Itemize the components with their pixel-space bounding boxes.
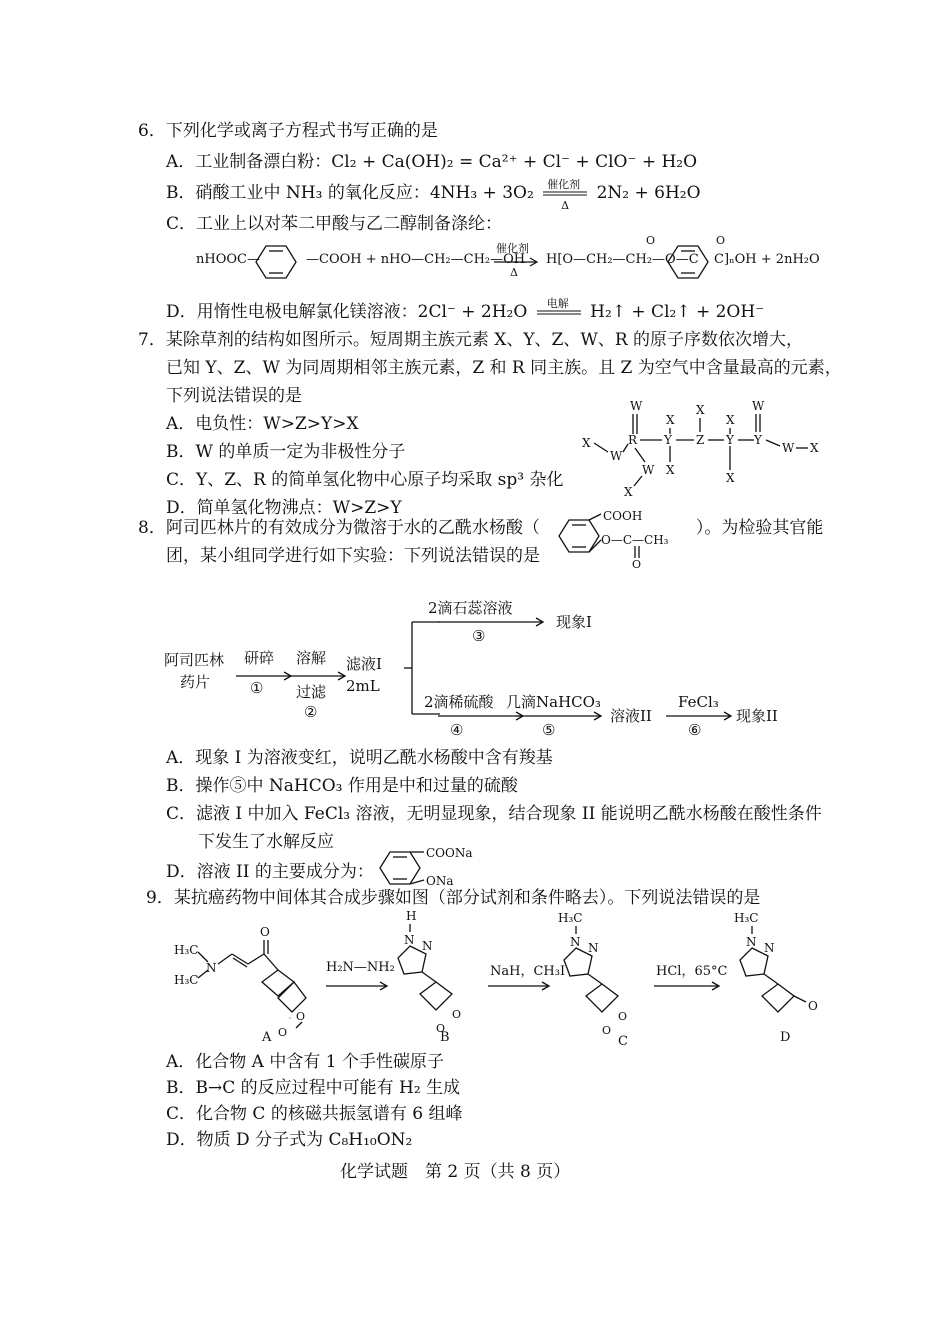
q6-c-catalyst-label: 催化剂 (496, 242, 529, 255)
aspirin-structure-diagram (555, 500, 711, 570)
q6-c-mid-text: —COOH + nHO—CH₂—CH₂—OH (306, 252, 526, 267)
atom-z: Z (696, 433, 705, 447)
q6-d-products: H₂↑ + Cl₂↑ + 2OH⁻ (590, 302, 765, 322)
compound-a-label: A (262, 1030, 272, 1045)
flow-branch2-label: 2滴稀硫酸 (424, 693, 494, 711)
o-label: O (808, 999, 818, 1013)
h3c-label: H₃C (734, 911, 759, 925)
o-label: O (436, 1022, 446, 1035)
q6-d-electrolysis-label: 电解 (546, 297, 569, 310)
q6-d-reactants: D．用惰性电极电解氯化镁溶液：2Cl⁻ + 2H₂O (166, 302, 528, 322)
q8-stem-line2: 团，某小组同学进行如下实验：下列说法错误的是 (166, 546, 540, 566)
flow-num1: ① (250, 679, 264, 697)
flow-step2-label-b: 过滤 (296, 683, 327, 701)
compound-c-label: C (618, 1034, 628, 1049)
flow-step5-label: 几滴NaHCO₃ (506, 693, 601, 711)
q8-stem-line1 (138, 516, 823, 540)
q9-stem: 9．某抗癌药物中间体其合成步骤如图（部分试剂和条件略去）。下列说法错误的是 (146, 888, 761, 908)
o-label: O (452, 1008, 462, 1021)
n-label: N (422, 939, 433, 953)
q9-option-a: A．化合物 A 中含有 1 个手性碳原子 (166, 1052, 444, 1072)
atom-r: R (628, 433, 638, 447)
flow-num6: ⑥ (688, 721, 702, 739)
n-label: N (746, 935, 757, 949)
q6-option-c: C．工业上以对苯二甲酸与乙二醇制备涤纶： (166, 214, 503, 234)
reagent-1-label: H₂N—NH₂ (326, 960, 395, 975)
flow-result2: 现象II (736, 707, 778, 725)
aspirin-cooh-label: COOH (603, 509, 643, 523)
atom-w: W (642, 463, 655, 477)
q8-stem-pre: 8．阿司匹林片的有效成分为微溶于水的乙酰水杨酸（ (138, 518, 540, 538)
atom-x: X (726, 413, 735, 427)
flow-arrow-icon (438, 616, 548, 628)
n-label: N (206, 961, 217, 975)
atom-y: Y (726, 433, 734, 447)
atom-x: X (666, 413, 675, 427)
o-label: O (260, 925, 270, 939)
reagent-3-label: HCl，65°C (656, 964, 728, 979)
q6-option-b (166, 178, 701, 212)
atom-w: W (610, 449, 623, 463)
q7-stem-line1: 7．某除草剂的结构如图所示。短周期主族元素 X、Y、Z、W、R 的原子序数依次增大， (138, 330, 804, 350)
o-label: O (278, 1026, 288, 1039)
flow-result1: 现象I (556, 613, 592, 631)
n-label: N (764, 941, 775, 955)
q6-option-a: A．工业制备漂白粉：Cl₂ + Ca(OH)₂ = Ca²⁺ + Cl⁻ + ClO⁻ + H₂O (166, 152, 698, 172)
q6-stem: 6．下列化学或离子方程式书写正确的是 (138, 121, 438, 141)
page-footer: 化学试题 第 2 页（共 8 页） (340, 1162, 571, 1182)
q6-c-left-text: nHOOC— (196, 252, 260, 267)
q7-option-a: A．电负性：W>Z>Y>X (166, 414, 359, 434)
atom-x: X (624, 485, 633, 499)
flow-step2-label-a: 溶解 (296, 649, 327, 667)
reagent-2-label: NaH，CH₃I (490, 964, 566, 979)
reaction-arrow-icon (488, 980, 554, 992)
aspirin-carbonyl-o: O (632, 558, 642, 570)
q8-option-d: D．溶液 II 的主要成分为： (166, 862, 374, 882)
atom-w: W (630, 400, 643, 413)
coona-label: COONa (426, 846, 473, 860)
atom-y: Y (754, 433, 762, 447)
flow-num5: ⑤ (542, 721, 556, 739)
q7-option-b: B．W 的单质一定为非极性分子 (166, 442, 406, 462)
q6-c-product-right: C]ₙOH + 2nH₂O (714, 252, 820, 267)
q9-option-c: C．化合物 C 的核磁共振氢谱有 6 组峰 (166, 1104, 463, 1124)
n-label: N (570, 935, 581, 949)
q6-c-product-left: H[O—CH₂—CH₂—O—C (546, 252, 699, 267)
atom-y: Y (664, 433, 672, 447)
q7-option-d: D．简单氢化物沸点：W>Z>Y (166, 498, 402, 518)
atom-x: X (810, 441, 819, 455)
q6-c-equation (196, 232, 836, 292)
atom-x: X (726, 471, 735, 485)
flow-start-line2: 药片 (180, 673, 211, 691)
atom-x: X (696, 403, 705, 417)
q7-stem-line3: 下列说法错误的是 (166, 386, 302, 406)
q6-d-electrolysis-arrow (533, 297, 585, 324)
flow-filtrate-volume: 2mL (346, 677, 380, 695)
h-label: H (406, 909, 417, 923)
q6-b-reactants: B．硝酸工业中 NH₃ 的氧化反应：4NH₃ + 3O₂ (166, 183, 534, 203)
q6-b-heat-label: Δ (561, 199, 570, 212)
q6-option-d (166, 297, 765, 324)
q8-option-a: A．现象 I 为溶液变红，说明乙酰水杨酸中含有羧基 (166, 748, 553, 768)
q6-b-catalyst-label: 催化剂 (547, 178, 581, 191)
q6-b-products: 2N₂ + 6H₂O (596, 183, 701, 203)
atom-w: W (782, 441, 795, 455)
q9-option-d: D．物质 D 分子式为 C₈H₁₀ON₂ (166, 1130, 413, 1150)
flow-filtrate-label: 滤液I (346, 655, 382, 673)
compound-a-structure (170, 918, 340, 1048)
reaction-arrow-icon (326, 980, 392, 992)
flow-step6-label: FeCl₃ (678, 693, 719, 711)
q6-c-carbonyl-o1: O (646, 234, 656, 247)
o-label: O (618, 1010, 628, 1023)
atom-x: X (666, 463, 675, 477)
flow-start-line1: 阿司匹林 (164, 651, 225, 669)
n-label: N (404, 933, 415, 947)
herbicide-structure-diagram (580, 400, 840, 510)
o-label: O (602, 1024, 612, 1036)
q8-flowchart (160, 590, 800, 740)
q6-c-heat-label: Δ (510, 266, 518, 279)
atom-x: X (582, 436, 591, 450)
compound-b-label: B (440, 1030, 450, 1045)
reaction-arrow-icon (654, 980, 724, 992)
q8-stem-post: ）。为检验其官能 (695, 518, 824, 538)
q7-stem-line2: 已知 Y、Z、W 为同周期相邻主族元素，Z 和 R 同主族。且 Z 为空气中含量最高的元素， (166, 358, 842, 378)
o-label: O (296, 1010, 306, 1023)
q9-option-b: B．B→C 的反应过程中可能有 H₂ 生成 (166, 1078, 461, 1098)
aspirin-ester-label: O—C—CH₃ (601, 533, 669, 547)
compound-d-label: D (780, 1030, 791, 1045)
q6-b-condition-arrow (539, 178, 591, 212)
compound-b-structure (392, 906, 502, 1036)
q7-option-c: C．Y、Z、R 的简单氢化物中心原子均采取 sp³ 杂化 (166, 470, 564, 490)
q6-c-carbonyl-o2: O (716, 234, 726, 247)
n-label: N (588, 941, 599, 955)
h3c-label: H₃C (558, 911, 583, 925)
flow-num4: ④ (450, 721, 464, 739)
q8-option-c-line2: 下发生了水解反应 (198, 832, 334, 852)
flow-arrow-icon (236, 670, 296, 682)
flow-num2: ② (304, 703, 318, 721)
compound-c-structure (554, 906, 664, 1036)
flow-branch1-label: 2滴石蕊溶液 (428, 599, 513, 617)
h3c-label: H₃C (174, 973, 199, 987)
compound-d-structure (730, 906, 840, 1026)
flow-step1-label: 研碎 (244, 649, 275, 667)
h3c-label: H₃C (174, 943, 199, 957)
flow-num3: ③ (472, 627, 486, 645)
ona-label: ONa (426, 874, 454, 888)
flow-arrow-icon (516, 710, 606, 722)
atom-w: W (752, 400, 765, 413)
q8-option-c-line1: C．滤液 I 中加入 FeCl₃ 溶液，无明显现象，结合现象 II 能说明乙酰水杨酸在酸性条件 (166, 804, 822, 824)
flow-solution2: 溶液II (610, 707, 652, 725)
q8-option-b: B．操作⑤中 NaHCO₃ 作用是中和过量的硫酸 (166, 776, 518, 796)
